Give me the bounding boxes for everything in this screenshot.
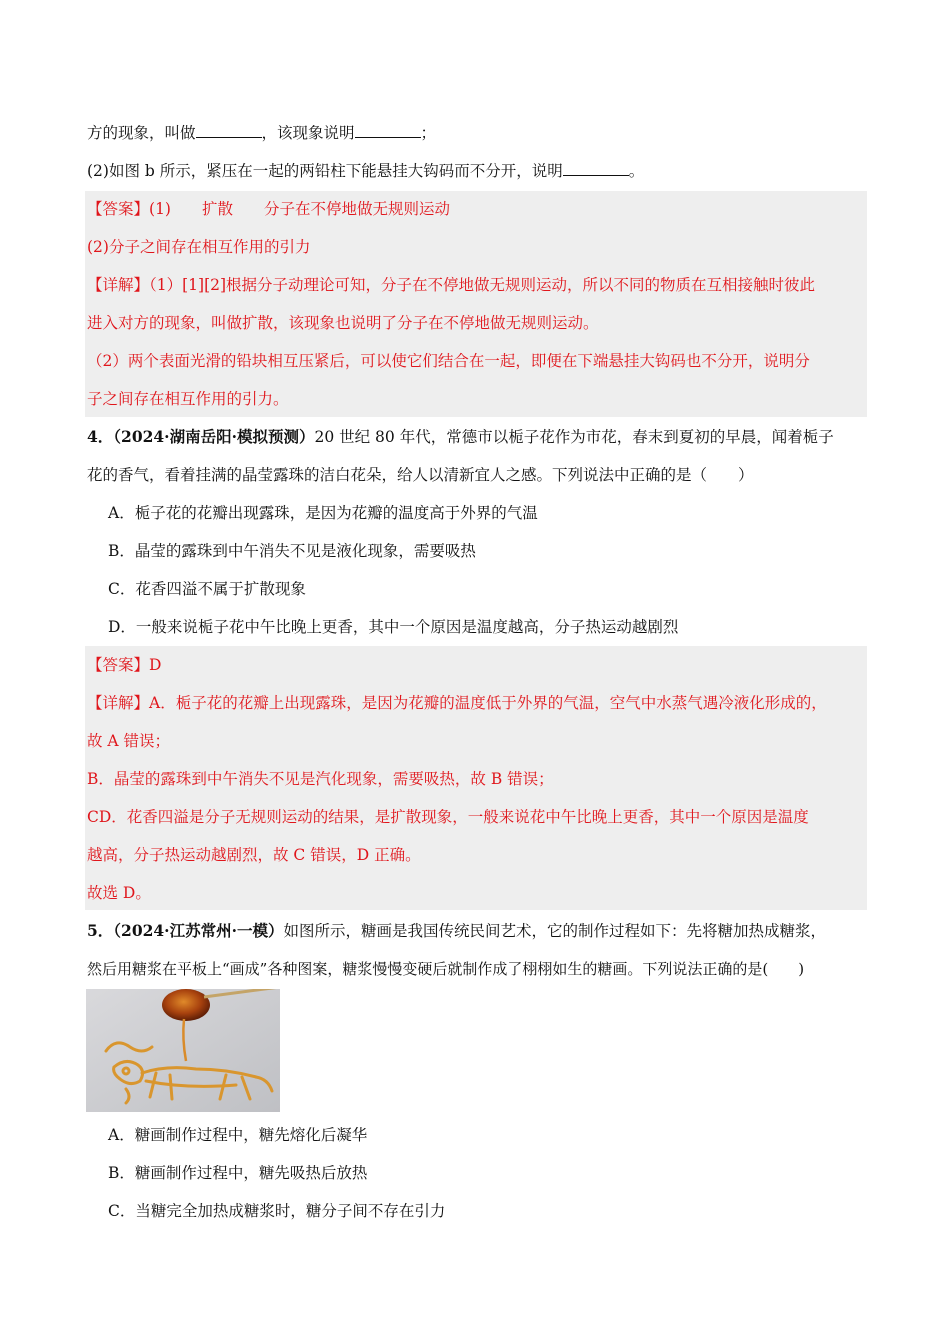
text: ；	[420, 124, 437, 142]
answer-line	[87, 197, 450, 221]
answer-block	[85, 191, 867, 417]
detail-text: 越高，分子热运动越剧烈，故 C 错误，D 正确。	[87, 846, 421, 864]
option-d: D．一般来说栀子花中午比晚上更香，其中一个原因是温度越高，分子热运动越剧烈	[108, 618, 679, 636]
detail-line	[87, 349, 810, 373]
detail-text: （1）[1][2]根据分子动理论可知，分子在不停地做无规则运动，所以不同的物质在互相接触时彼此	[149, 276, 816, 294]
answer-text: D	[149, 656, 162, 674]
detail-text: （2）两个表面光滑的铅块相互压紧后，可以使它们结合在一起，即便在下端悬挂大钩码也不分开，说明分	[87, 352, 810, 370]
detail-text: CD．花香四溢是分子无规则运动的结果，是扩散现象，一般来说花中午比晚上更香，其中一个原因是温度	[87, 808, 809, 826]
detail-line	[87, 881, 151, 905]
option-a: A．糖画制作过程中，糖先熔化后凝华	[108, 1126, 368, 1144]
question-source: （2024·江苏常州·一模）	[113, 921, 284, 940]
sugar-painting-illustration	[86, 989, 280, 1112]
option-a: A．栀子花的花瓣出现露珠，是因为花瓣的温度高于外界的气温	[108, 504, 538, 522]
detail-line	[87, 729, 170, 753]
text: 20 世纪 80 年代，常德市以栀子花作为市花，春末到夏初的早晨，闻着栀子	[314, 428, 834, 446]
detail-line	[87, 273, 815, 297]
question-stem	[87, 425, 834, 449]
ladle-icon	[162, 989, 210, 1021]
text: ，该现象说明	[261, 124, 355, 142]
detail-text: 进入对方的现象，叫做扩散，该现象也说明了分子在不停地做无规则运动。	[87, 314, 599, 332]
answer-blank	[563, 159, 629, 176]
answer-label: 【答案】	[87, 200, 150, 218]
question-stem	[87, 957, 804, 981]
detail-line	[87, 311, 599, 335]
answer-label: 【答案】	[87, 656, 150, 674]
question-line	[87, 159, 644, 183]
detail-line	[87, 387, 289, 411]
question-number: 4．	[87, 427, 114, 446]
answer-text: (1) 扩散 分子在不停地做无规则运动	[149, 200, 450, 218]
detail-line	[87, 805, 809, 829]
detail-line	[87, 843, 421, 867]
text: (2)如图 b 所示，紧压在一起的两铅柱下能悬挂大钩码而不分开，说明	[87, 162, 563, 180]
detail-label: 【详解】	[87, 276, 150, 294]
text: 。	[628, 162, 645, 180]
question-number: 5．	[87, 921, 114, 940]
detail-text: A．栀子花的花瓣上出现露珠，是因为花瓣的温度低于外界的气温，空气中水蒸气遇冷液化形成的，	[149, 694, 827, 712]
answer-text: (2)分子之间存在相互作用的引力	[87, 238, 311, 256]
question-stem	[87, 463, 754, 487]
detail-label: 【详解】	[87, 694, 150, 712]
text: 然后用糖浆在平板上“画成”各种图案，糖浆慢慢变硬后就制作成了栩栩如生的糖画。下列说法正确的是( )	[87, 960, 805, 978]
answer-line	[87, 653, 161, 677]
question-stem	[87, 919, 826, 943]
answer-blank	[196, 121, 262, 138]
text: 如图所示，糖画是我国传统民间艺术，它的制作过程如下：先将糖加热成糖浆，	[283, 922, 826, 940]
option-b: B．晶莹的露珠到中午消失不见是液化现象，需要吸热	[108, 542, 476, 560]
option-b: B．糖画制作过程中，糖先吸热后放热	[108, 1164, 368, 1182]
option-c: C．花香四溢不属于扩散现象	[108, 580, 306, 598]
answer-blank	[355, 121, 421, 138]
detail-line	[87, 691, 827, 715]
detail-text: 故 A 错误；	[87, 732, 171, 750]
detail-text: B．晶莹的露珠到中午消失不见是汽化现象，需要吸热，故 B 错误；	[87, 770, 554, 788]
answer-line	[87, 235, 310, 259]
detail-line	[87, 767, 554, 791]
detail-text: 故选 D。	[87, 884, 151, 902]
question-source: （2024·湖南岳阳·模拟预测）	[113, 427, 315, 446]
option-c: C．当糖完全加热成糖浆时，糖分子间不存在引力	[108, 1202, 446, 1220]
text: 花的香气，看着挂满的晶莹露珠的洁白花朵，给人以清新宜人之感。下列说法中正确的是（ ）	[87, 466, 754, 484]
text: 方的现象，叫做	[87, 124, 196, 142]
detail-text: 子之间存在相互作用的引力。	[87, 390, 289, 408]
sugar-painting-photo	[86, 989, 280, 1112]
question-line	[87, 121, 436, 145]
